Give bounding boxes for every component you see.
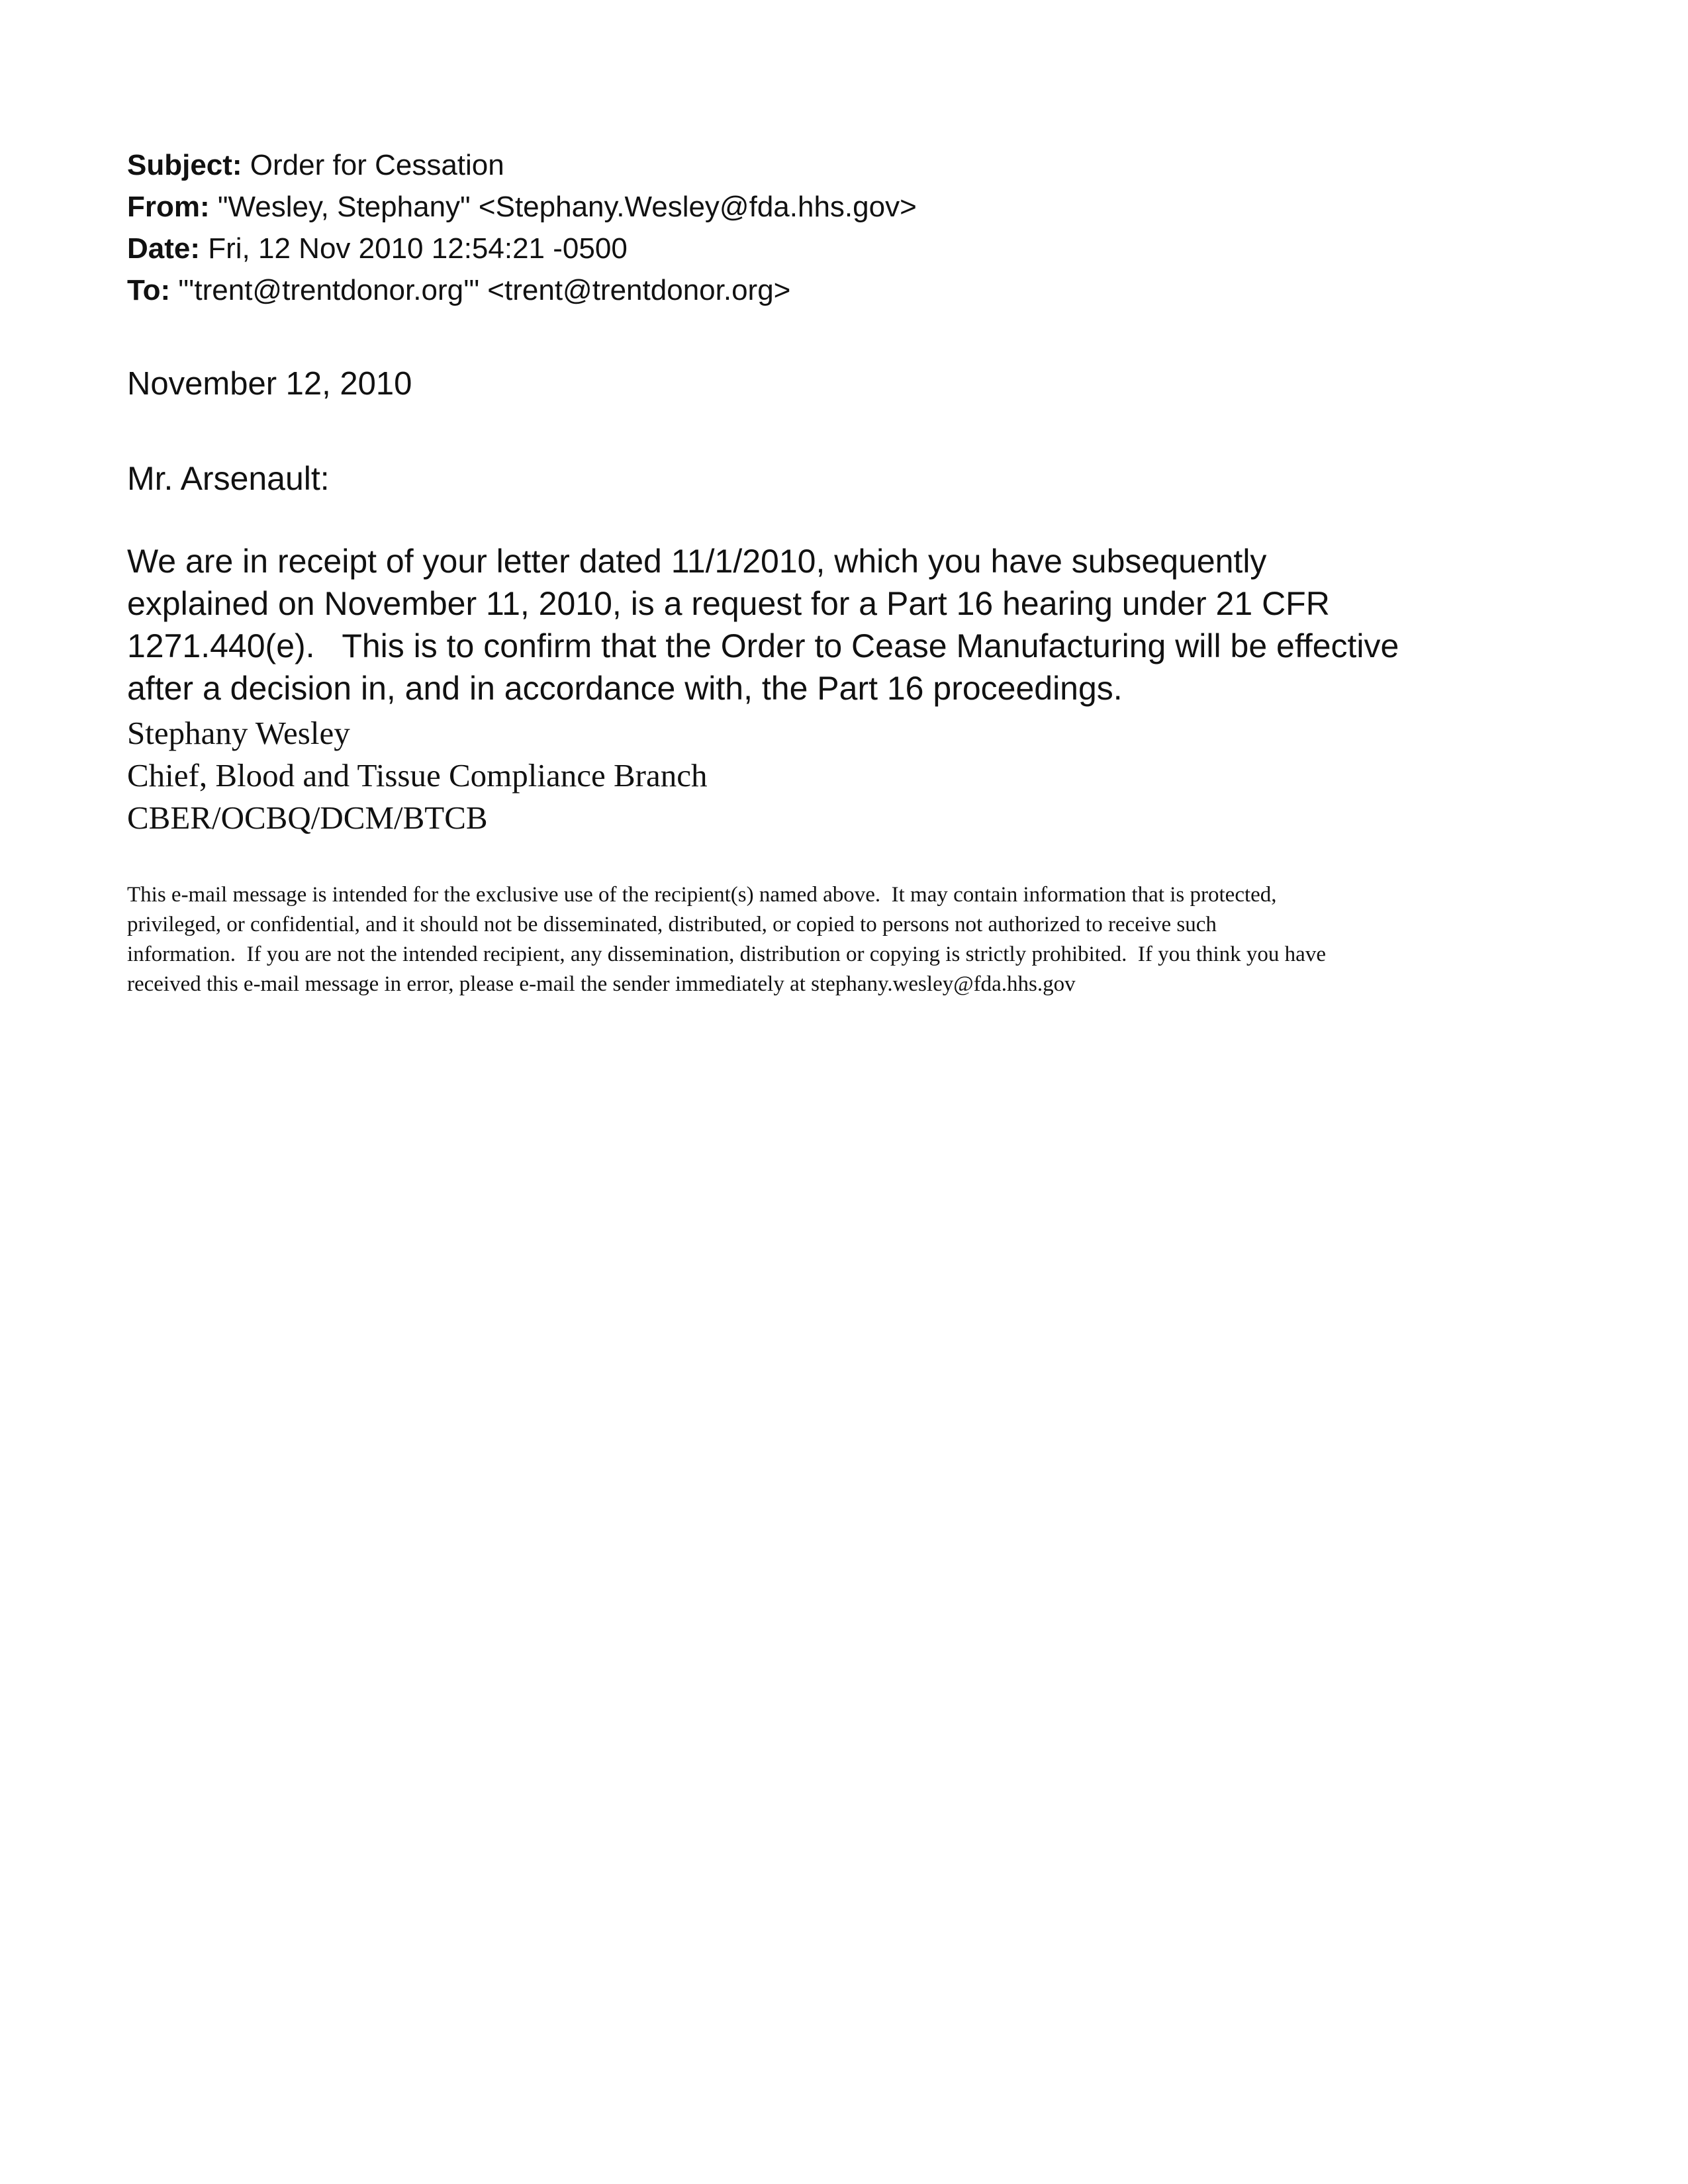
to-row	[127, 269, 1517, 311]
from-row	[127, 186, 1517, 228]
date-value: Fri, 12 Nov 2010 12:54:21 -0500	[200, 232, 628, 265]
disclaimer-line: information. If you are not the intended recipient, any dissemination, distribution or copying is strictly prohibited. If you think you have	[127, 942, 1326, 966]
date-row	[127, 228, 1517, 269]
subject-row	[127, 144, 1517, 186]
signature-title: Chief, Blood and Tissue Compliance Branch	[127, 757, 708, 794]
body-line: We are in receipt of your letter dated 11/1/2010, which you have subsequently	[127, 543, 1267, 580]
disclaimer-line: privileged, or confidential, and it should not be disseminated, distributed, or copied to persons not authorized to receive such	[127, 913, 1217, 936]
subject-value: Order for Cessation	[242, 149, 504, 181]
disclaimer-line: This e-mail message is intended for the exclusive use of the recipient(s) named above. It may contain information that is protected,	[127, 883, 1277, 907]
from-value: "Wesley, Stephany" <Stephany.Wesley@fda.hhs.gov>	[209, 191, 917, 223]
letter-salutation: Mr. Arsenault:	[127, 460, 330, 497]
signature-block	[127, 712, 708, 839]
from-label: From:	[127, 191, 210, 223]
confidentiality-disclaimer	[127, 880, 1557, 999]
email-header	[127, 144, 1517, 311]
body-line: after a decision in, and in accordance with, the Part 16 proceedings.	[127, 670, 1123, 707]
subject-label: Subject:	[127, 149, 242, 181]
to-label: To:	[127, 274, 171, 306]
body-line: 1271.440(e). This is to confirm that the Order to Cease Manufacturing will be effective	[127, 627, 1399, 664]
to-value: "'trent@trentdonor.org'" <trent@trentdonor.org>	[170, 274, 791, 306]
signature-name: Stephany Wesley	[127, 715, 350, 751]
disclaimer-line: received this e-mail message in error, please e-mail the sender immediately at stephany.wesley@fda.hhs.gov	[127, 972, 1076, 996]
signature-office: CBER/OCBQ/DCM/BTCB	[127, 799, 488, 836]
letter-date: November 12, 2010	[127, 366, 412, 402]
letter-body	[127, 540, 1557, 709]
body-line: explained on November 11, 2010, is a request for a Part 16 hearing under 21 CFR	[127, 585, 1330, 622]
date-label: Date:	[127, 232, 201, 265]
